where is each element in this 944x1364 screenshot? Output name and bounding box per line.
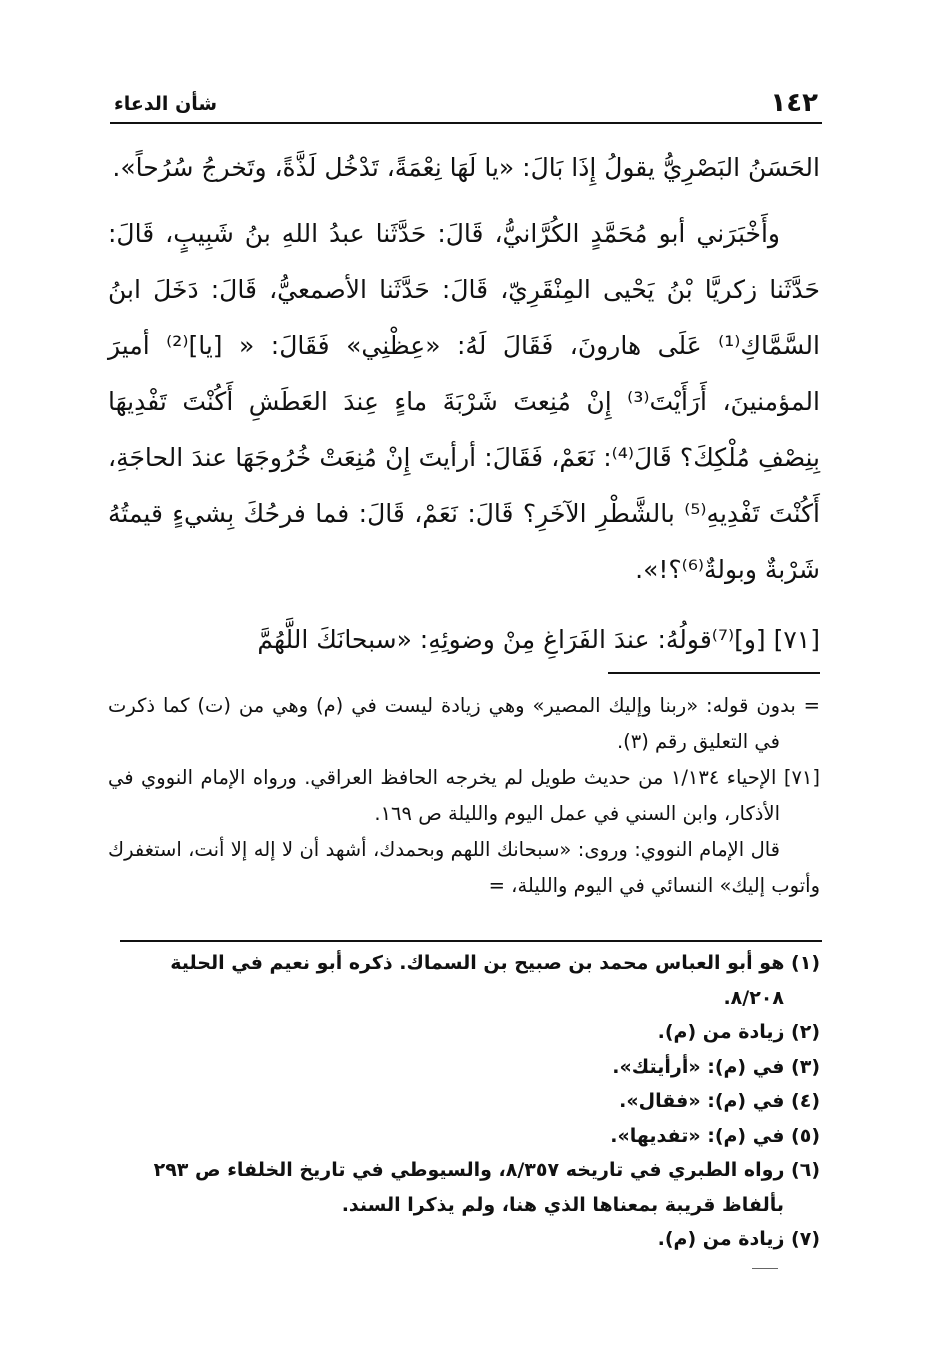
- commentary-continuation: = بدون قوله: «ربنا وإليك المصير» وهي زيادة ليست في (م) وهي من (ت) كما ذكرت في التعليق رقم (٣).: [108, 694, 820, 753]
- running-title: شأن الدعاء: [114, 93, 218, 115]
- footnotes: [108, 946, 820, 1257]
- footnote-2: (٢) زيادة من (م).: [657, 1021, 820, 1043]
- page-number: ١٤٢: [770, 88, 818, 118]
- footnotes-divider: [120, 940, 822, 942]
- main-text: [108, 140, 820, 668]
- footnote-4: (٤) في (م): «فقال».: [619, 1090, 820, 1112]
- main-paragraph-1: الحَسَنُ البَصْرِيُّ يقولُ إِذَا بَالَ: «يا لَهَا نِعْمَةً، تَدْخُل لَذَّةً، وتَخرجُ سُرُحاً».: [112, 153, 820, 182]
- footnote-5: (٥) في (م): «تفديها».: [610, 1124, 820, 1147]
- commentary-nawawi-note: قال الإمام النووي: وروى: «سبحانك اللهم وبحمدك، أشهد أن لا إله إلا أنت، استغفرك وأتوب إليك» النسائي في اليوم والليلة، =: [108, 838, 820, 897]
- main-text-divider: [608, 672, 820, 674]
- main-paragraph-2: وأَخْبَرَني أبو مُحَمَّدٍ الكُرَّانيُّ، قَالَ: حَدَّثَنا عبدُ اللهِ بنُ شَبِيبٍ، قَالَ: حَدَّثَنا زكريَّا بْنُ يَحْيى المِنْقَرِيّ، قَالَ: حَدَّثَنا الأصمعيُّ، قَالَ: دَخَلَ ابنُ السَّمَّاكِ⁽¹⁾ عَلَى هارونَ، فَقَالَ لَهُ: «عِظْنِي» فَقَالَ: « [يا]⁽²⁾ أميرَ المؤمنينَ، أَرَأَيْتَ⁽³⁾ إِنْ مُنِعتَ شَرْبَةَ ماءٍ عِندَ العَطَشِ أَكُنْتَ تَفْدِيهَا بِنِصْفِ مُلْكِكَ؟ قَالَ⁽⁴⁾: نَعَمْ، فَقَالَ: أرأيتَ إِنْ مُنِعَتْ خُرُوجَهَا عندَ الحاجَةِ، أَكُنْتَ تَفْدِيهِ⁽⁵⁾ بالشَّطْرِ الآخَرِ؟ قَالَ: نَعَمْ، قَالَ: فما فرحُكَ بِشيءٍ قيمتُهُ شَرْبةٌ وبولةٌ⁽⁶⁾؟!».: [108, 219, 821, 584]
- commentary: [108, 688, 820, 904]
- commentary-entry-71: [٧١] الإحياء ١/١٣٤ من حديث طويل لم يخرجه الحافظ العراقي. ورواه الإمام النووي في الأذكار، وابن السني في عمل اليوم والليلة ص ١٦٩.: [108, 766, 820, 825]
- footnote-7: (٧) زيادة من (م).: [657, 1228, 820, 1250]
- footnote-1: (١) هو أبو العباس محمد بن صبيح بن السماك. ذكره أبو نعيم في الحلية ٨/٢٠٨.: [170, 952, 820, 1009]
- running-header: [110, 86, 822, 124]
- footnote-6: (٦) رواه الطبري في تاريخه ٨/٣٥٧، والسيوطي في تاريخ الخلفاء ص ٢٩٣ بألفاظ قريبة بمعناها الذي هنا، ولم يذكرا السند.: [153, 1159, 820, 1216]
- scan-artifact-line: [752, 1268, 778, 1269]
- footnote-3: (٣) في (م): «أرأيتك».: [612, 1055, 820, 1078]
- entry-71-heading: [٧١] [و]⁽⁷⁾قولُهُ: عندَ الفَرَاغِ مِنْ وضوئِهِ: «سبحانَكَ اللَّهُمَّ: [257, 625, 820, 654]
